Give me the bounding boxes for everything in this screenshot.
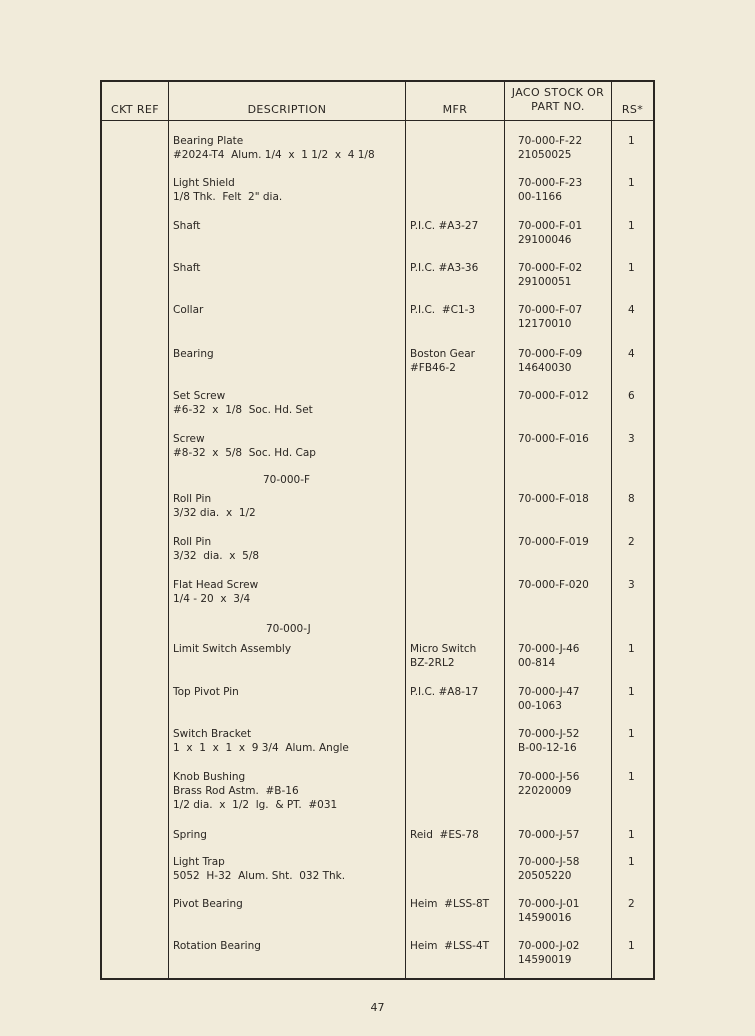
row-part-number: 70-000-J-57 xyxy=(518,829,580,841)
row-description: Spring xyxy=(173,829,207,841)
row-manufacturer: P.I.C. #A8-17 xyxy=(410,686,479,698)
header-mfr: MFR xyxy=(442,103,468,116)
row-part-number: 70-000-F-016 xyxy=(518,433,589,445)
header-ckt-ref: CKT REF xyxy=(111,103,159,116)
row-part-number: 70-000-J-52 B-00-12-16 xyxy=(518,728,580,754)
row-part-number: 70-000-J-56 22020009 xyxy=(518,771,580,797)
row-description: Light Shield 1/8 Thk. Felt 2" dia. xyxy=(173,177,283,203)
row-rs-quantity: 1 xyxy=(628,220,635,232)
row-manufacturer: Boston Gear #FB46-2 xyxy=(410,348,475,374)
page-number: 47 xyxy=(370,1001,385,1014)
row-part-number: 70-000-F-07 12170010 xyxy=(518,304,583,330)
row-rs-quantity: 8 xyxy=(628,493,635,505)
parts-table xyxy=(100,80,655,980)
row-part-number: 70-000-J-46 00-814 xyxy=(518,643,580,669)
column-divider xyxy=(504,82,505,978)
row-description: Bearing Plate #2024-T4 Alum. 1/4 x 1 1/2 x 4 1/8 xyxy=(173,135,375,161)
column-divider xyxy=(611,82,612,978)
row-rs-quantity: 1 xyxy=(628,856,635,868)
row-rs-quantity: 1 xyxy=(628,771,635,783)
row-manufacturer: P.I.C. #A3-36 xyxy=(410,262,479,274)
header-stock-line2: PART NO. xyxy=(531,99,585,113)
row-manufacturer: Heim #LSS-4T xyxy=(410,940,490,952)
row-part-number: 70-000-F-012 xyxy=(518,390,589,402)
row-rs-quantity: 1 xyxy=(628,177,635,189)
header-stock-line1: JACO STOCK OR xyxy=(511,85,605,99)
row-description: Shaft xyxy=(173,262,201,274)
column-divider xyxy=(405,82,406,978)
row-description: Top Pivot Pin xyxy=(173,686,239,698)
row-description: Switch Bracket 1 x 1 x 1 x 9 3/4 Alum. Angle xyxy=(173,728,349,754)
row-rs-quantity: 1 xyxy=(628,135,635,147)
row-part-number: 70-000-J-01 14590016 xyxy=(518,898,580,924)
row-part-number: 70-000-F-019 xyxy=(518,536,589,548)
row-part-number: 70-000-F-020 xyxy=(518,579,589,591)
row-part-number: 70-000-J-58 20505220 xyxy=(518,856,580,882)
row-rs-quantity: 1 xyxy=(628,728,635,740)
row-rs-quantity: 3 xyxy=(628,433,635,445)
row-manufacturer: Reid #ES-78 xyxy=(410,829,479,841)
header-rs: RS* xyxy=(621,103,644,116)
row-part-number: 70-000-F-22 21050025 xyxy=(518,135,583,161)
row-description: Screw #8-32 x 5/8 Soc. Hd. Cap xyxy=(173,433,316,459)
row-rs-quantity: 1 xyxy=(628,643,635,655)
row-manufacturer: P.I.C. #C1-3 xyxy=(410,304,476,316)
section-label-f: 70-000-F xyxy=(263,474,311,486)
row-rs-quantity: 1 xyxy=(628,829,635,841)
row-description: Set Screw #6-32 x 1/8 Soc. Hd. Set xyxy=(173,390,313,416)
row-part-number: 70-000-J-02 14590019 xyxy=(518,940,580,966)
row-description: Pivot Bearing xyxy=(173,898,243,910)
row-description: Roll Pin 3/32 dia. x 1/2 xyxy=(173,493,256,519)
row-part-number: 70-000-F-01 29100046 xyxy=(518,220,583,246)
row-rs-quantity: 1 xyxy=(628,940,635,952)
row-part-number: 70-000-F-018 xyxy=(518,493,589,505)
row-rs-quantity: 6 xyxy=(628,390,635,402)
row-rs-quantity: 2 xyxy=(628,898,635,910)
header-stock-part-no xyxy=(505,82,611,120)
row-description: Flat Head Screw 1/4 - 20 x 3/4 xyxy=(173,579,259,605)
header-description: DESCRIPTION xyxy=(247,103,327,116)
row-description: Bearing xyxy=(173,348,214,360)
row-manufacturer: Micro Switch BZ-2RL2 xyxy=(410,643,477,669)
row-part-number: 70-000-J-47 00-1063 xyxy=(518,686,580,712)
row-part-number: 70-000-F-02 29100051 xyxy=(518,262,583,288)
row-description: Roll Pin 3/32 dia. x 5/8 xyxy=(173,536,260,562)
row-manufacturer: P.I.C. #A3-27 xyxy=(410,220,479,232)
row-description: Shaft xyxy=(173,220,201,232)
row-rs-quantity: 4 xyxy=(628,348,635,360)
row-rs-quantity: 1 xyxy=(628,686,635,698)
row-rs-quantity: 4 xyxy=(628,304,635,316)
row-rs-quantity: 1 xyxy=(628,262,635,274)
row-manufacturer: Heim #LSS-8T xyxy=(410,898,490,910)
row-description: Knob Bushing Brass Rod Astm. #B-16 1/2 dia. x 1/2 lg. & PT. #031 xyxy=(173,771,338,811)
row-description: Light Trap 5052 H-32 Alum. Sht. 032 Thk. xyxy=(173,856,346,882)
header-divider xyxy=(102,120,653,121)
row-description: Collar xyxy=(173,304,204,316)
row-rs-quantity: 2 xyxy=(628,536,635,548)
row-part-number: 70-000-F-09 14640030 xyxy=(518,348,583,374)
row-rs-quantity: 3 xyxy=(628,579,635,591)
row-description: Limit Switch Assembly xyxy=(173,643,292,655)
column-divider xyxy=(168,82,169,978)
row-description: Rotation Bearing xyxy=(173,940,261,952)
section-label-j: 70-000-J xyxy=(266,623,311,635)
row-part-number: 70-000-F-23 00-1166 xyxy=(518,177,583,203)
